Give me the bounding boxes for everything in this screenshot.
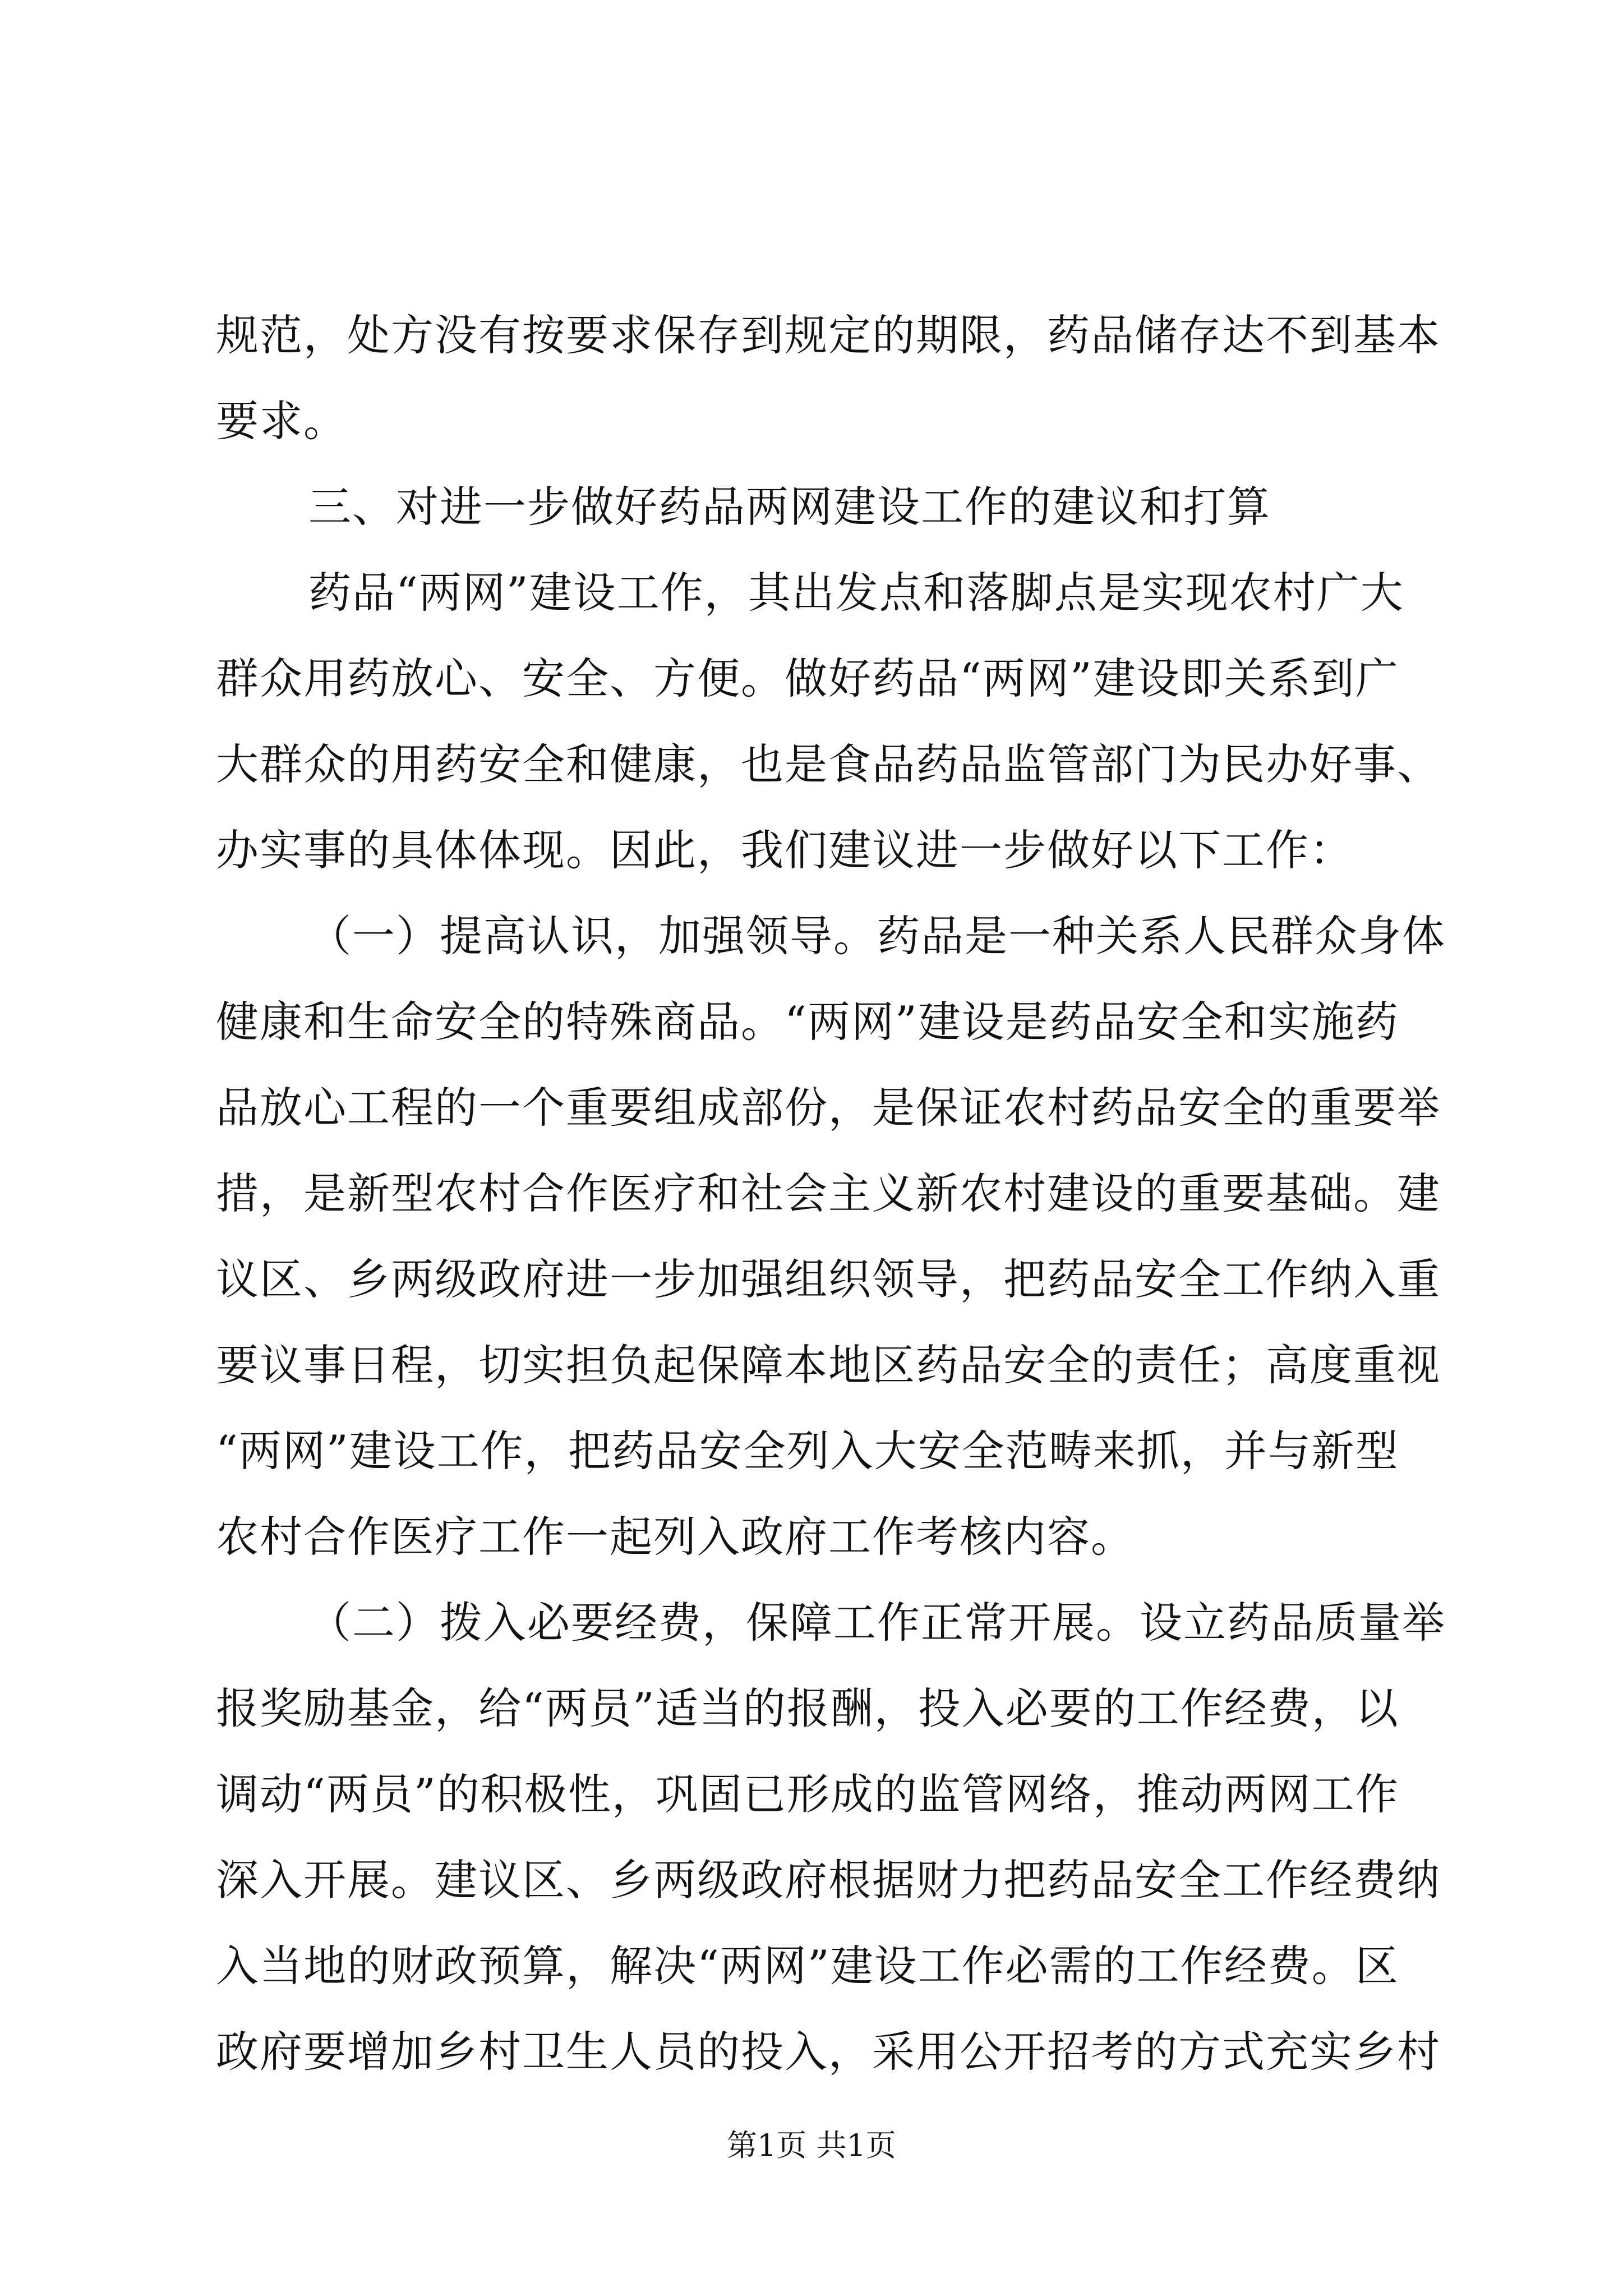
body-line: 要求。 xyxy=(216,396,347,446)
body-line: （二）拨入必要经费，保障工作正常开展。设立药品质量举 xyxy=(308,1598,1446,1648)
body-line: 品放心工程的一个重要组成部份，是保证农村药品安全的重要举 xyxy=(216,1083,1441,1133)
body-line: 报奖励基金，给“两员”适当的报酬，投入必要的工作经费，以 xyxy=(216,1683,1399,1733)
body-line: 群众用药放心、安全、方便。做好药品“两网”建设即关系到广 xyxy=(216,654,1399,703)
body-line: 议区、乡两级政府进一步加强组织领导，把药品安全工作纳入重 xyxy=(216,1254,1441,1304)
body-line: 深入开展。建议区、乡两级政府根据财力把药品安全工作经费纳 xyxy=(216,1855,1441,1905)
body-line: 规范，处方没有按要求保存到规定的期限，药品储存达不到基本 xyxy=(216,310,1441,360)
body-line: 调动“两员”的积极性，巩固已形成的监管网络，推动两网工作 xyxy=(216,1769,1399,1819)
body-line: 政府要增加乡村卫生人员的投入，采用公开招考的方式充实乡村 xyxy=(216,2027,1441,2077)
body-line: 健康和生命安全的特殊商品。“两网”建设是药品安全和实施药 xyxy=(216,997,1399,1047)
body-line: “两网”建设工作，把药品安全列入大安全范畴来抓，并与新型 xyxy=(216,1426,1399,1476)
body-line: 大群众的用药安全和健康，也是食品药品监管部门为民办好事、 xyxy=(216,739,1441,789)
section-heading: 三、对进一步做好药品两网建设工作的建议和打算 xyxy=(308,482,1271,532)
body-line: 药品“两网”建设工作，其出发点和落脚点是实现农村广大 xyxy=(308,568,1404,618)
body-line: 要议事日程，切实担负起保障本地区药品安全的责任；高度重视 xyxy=(216,1340,1441,1390)
body-line: （一）提高认识，加强领导。药品是一种关系人民群众身体 xyxy=(308,911,1446,961)
page-footer: 第1页 共1页 xyxy=(727,2128,896,2163)
body-line: 措，是新型农村合作医疗和社会主义新农村建设的重要基础。建 xyxy=(216,1168,1441,1218)
body-line: 入当地的财政预算，解决“两网”建设工作必需的工作经费。区 xyxy=(216,1941,1399,1991)
body-line: 农村合作医疗工作一起列入政府工作考核内容。 xyxy=(216,1512,1135,1562)
body-line: 办实事的具体体现。因此，我们建议进一步做好以下工作： xyxy=(216,825,1353,875)
